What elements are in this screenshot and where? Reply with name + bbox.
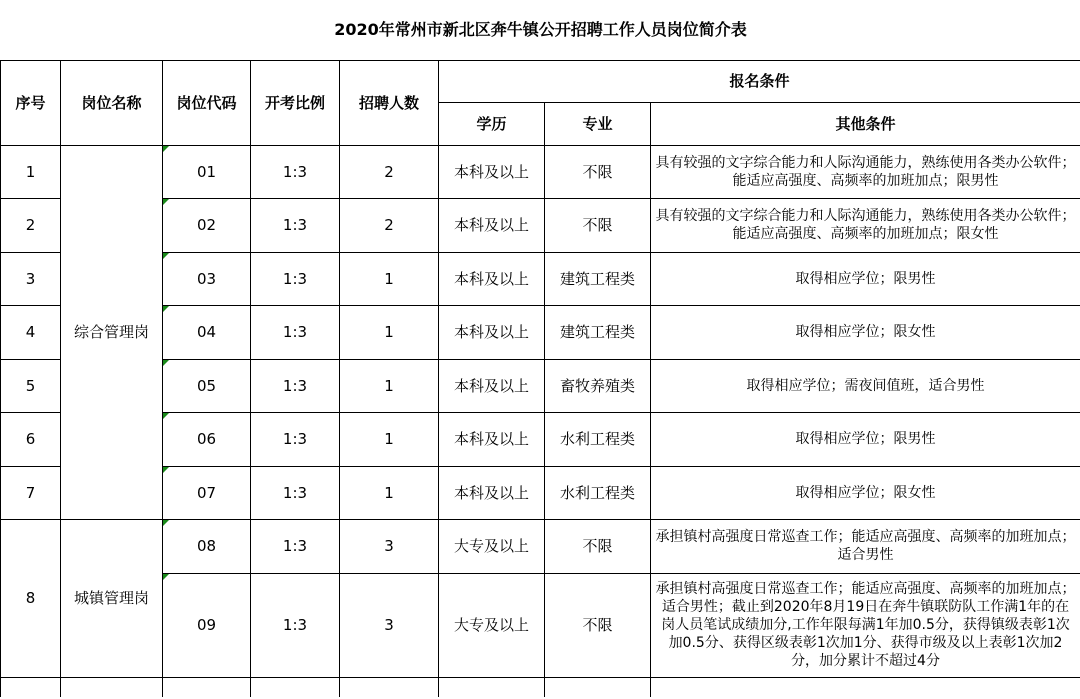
header-post-code: 岗位代码 <box>163 60 251 145</box>
header-post-name: 岗位名称 <box>61 60 163 145</box>
cell-count: 1 <box>340 252 439 305</box>
cell-code: 04 <box>163 305 251 359</box>
cell-seq: 3 <box>1 252 61 305</box>
cell-education: 本科及以上 <box>439 252 545 305</box>
cell-education: 本科及以上 <box>439 359 545 412</box>
table-row <box>1 198 1080 252</box>
cell-count: 3 <box>340 573 439 677</box>
cell-code: 02 <box>163 198 251 252</box>
table-row <box>1 573 1080 677</box>
blank-cell <box>439 677 545 697</box>
cell-code: 01 <box>163 145 251 198</box>
blank-cell <box>340 677 439 697</box>
cell-major: 建筑工程类 <box>545 252 651 305</box>
cell-seq: 8 <box>1 519 61 677</box>
cell-count: 1 <box>340 466 439 519</box>
cell-education: 本科及以上 <box>439 412 545 466</box>
cell-code: 05 <box>163 359 251 412</box>
cell-education: 本科及以上 <box>439 198 545 252</box>
cell-code: 09 <box>163 573 251 677</box>
cell-seq: 1 <box>1 145 61 198</box>
cell-major: 建筑工程类 <box>545 305 651 359</box>
cell-code: 06 <box>163 412 251 466</box>
cell-major: 水利工程类 <box>545 466 651 519</box>
cell-major: 不限 <box>545 519 651 573</box>
table-row <box>1 519 1080 573</box>
cell-education: 大专及以上 <box>439 519 545 573</box>
cell-other: 承担镇村高强度日常巡查工作；能适应高强度、高频率的加班加点；适合男性 <box>651 519 1080 573</box>
header-row-1 <box>1 60 1080 102</box>
blank-cell <box>163 677 251 697</box>
cell-other: 取得相应学位；限女性 <box>651 466 1080 519</box>
cell-ratio: 1:3 <box>251 252 340 305</box>
cell-other: 取得相应学位；限男性 <box>651 252 1080 305</box>
cell-education: 本科及以上 <box>439 466 545 519</box>
header-count: 招聘人数 <box>340 60 439 145</box>
cell-other: 取得相应学位；需夜间值班，适合男性 <box>651 359 1080 412</box>
cell-seq: 6 <box>1 412 61 466</box>
header-seq: 序号 <box>1 60 61 145</box>
header-other: 其他条件 <box>651 102 1080 145</box>
cell-ratio: 1:3 <box>251 145 340 198</box>
cell-major: 不限 <box>545 573 651 677</box>
cell-ratio: 1:3 <box>251 519 340 573</box>
cell-major: 水利工程类 <box>545 412 651 466</box>
cell-ratio: 1:3 <box>251 412 340 466</box>
cell-other: 具有较强的文字综合能力和人际沟通能力，熟练使用各类办公软件；能适应高强度、高频率的加班加点；限男性 <box>651 145 1080 198</box>
blank-cell <box>651 677 1080 697</box>
table-row <box>1 252 1080 305</box>
cell-code: 07 <box>163 466 251 519</box>
cell-code: 08 <box>163 519 251 573</box>
blank-cell <box>1 677 61 697</box>
blank-cell <box>251 677 340 697</box>
cell-count: 3 <box>340 519 439 573</box>
header-requirements: 报名条件 <box>439 60 1080 102</box>
blank-row <box>1 677 1080 697</box>
cell-seq: 5 <box>1 359 61 412</box>
cell-seq: 2 <box>1 198 61 252</box>
cell-code: 03 <box>163 252 251 305</box>
cell-major: 不限 <box>545 145 651 198</box>
cell-ratio: 1:3 <box>251 198 340 252</box>
cell-seq: 7 <box>1 466 61 519</box>
title-row <box>1 0 1080 60</box>
cell-other: 具有较强的文字综合能力和人际沟通能力，熟练使用各类办公软件；能适应高强度、高频率的加班加点；限女性 <box>651 198 1080 252</box>
cell-major: 畜牧养殖类 <box>545 359 651 412</box>
cell-ratio: 1:3 <box>251 305 340 359</box>
table-row <box>1 359 1080 412</box>
table-row <box>1 305 1080 359</box>
cell-post-name: 综合管理岗 <box>61 145 163 519</box>
cell-other: 取得相应学位；限女性 <box>651 305 1080 359</box>
blank-cell <box>61 677 163 697</box>
header-education: 学历 <box>439 102 545 145</box>
cell-education: 大专及以上 <box>439 573 545 677</box>
cell-count: 1 <box>340 359 439 412</box>
cell-ratio: 1:3 <box>251 466 340 519</box>
cell-other: 取得相应学位；限男性 <box>651 412 1080 466</box>
header-major: 专业 <box>545 102 651 145</box>
cell-count: 1 <box>340 412 439 466</box>
cell-ratio: 1:3 <box>251 359 340 412</box>
table-title: 2020年常州市新北区奔牛镇公开招聘工作人员岗位简介表 <box>1 0 1080 60</box>
cell-count: 2 <box>340 198 439 252</box>
cell-seq: 4 <box>1 305 61 359</box>
cell-other: 承担镇村高强度日常巡查工作；能适应高强度、高频率的加班加点；适合男性；截止到2020年8月19日在奔牛镇联防队工作满1年的在岗人员笔试成绩加分,工作年限每满1年加0.5分，获得镇级表彰1次加0.5分、获得区级表彰1次加1分、获得市级及以上表彰1次加2分，加分累计不超过4分 <box>651 573 1080 677</box>
cell-major: 不限 <box>545 198 651 252</box>
table-row <box>1 412 1080 466</box>
cell-education: 本科及以上 <box>439 305 545 359</box>
cell-post-name: 城镇管理岗 <box>61 519 163 677</box>
header-ratio: 开考比例 <box>251 60 340 145</box>
table-row <box>1 466 1080 519</box>
cell-education: 本科及以上 <box>439 145 545 198</box>
table-row <box>1 145 1080 198</box>
cell-count: 1 <box>340 305 439 359</box>
cell-ratio: 1:3 <box>251 573 340 677</box>
cell-count: 2 <box>340 145 439 198</box>
blank-cell <box>545 677 651 697</box>
